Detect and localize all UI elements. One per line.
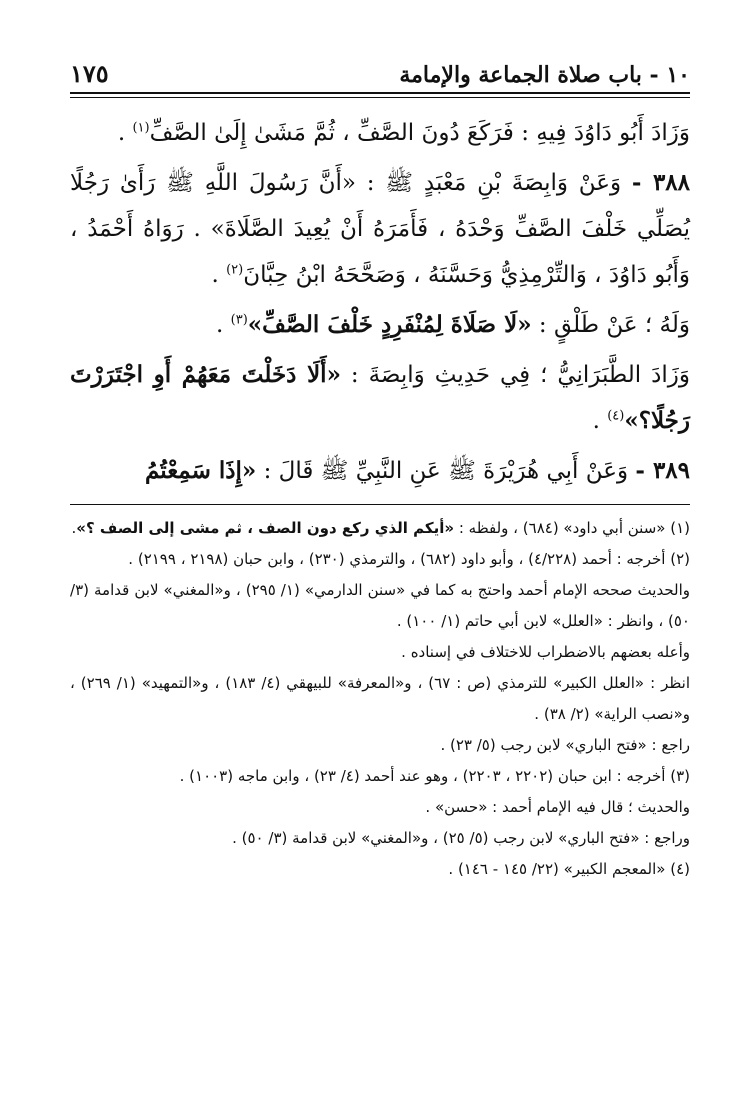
footnote-3-note: وراجع : «فتح الباري» لابن رجب (٥/ ٢٥) ، و«المغني» لابن قدامة (٣/ ٥٠) . <box>232 829 690 847</box>
footnote-2-note: انظر : «العلل الكبير» للترمذي (ص : ٦٧) ، و«المعرفة» للبيهقي (٤/ ١٨٣) ، و«التمهيد» (١/ ٢٦٩) ، و«نصب الراية» (٢/ ٣٨) . <box>70 674 690 723</box>
main-text <box>70 110 690 494</box>
hadith-quote: «إِذَا سَمِعْتُمُ <box>144 457 257 484</box>
footnotes <box>70 513 690 885</box>
footnote-3: (٣) أخرجه : ابن حبان (٢٢٠٢ ، ٢٢٠٣) ، وهو عند أحمد (٤/ ٢٣) ، وابن ماجه (١٠٠٣) . <box>179 767 690 785</box>
footnote-1: (١) «سنن أبي داود» (٦٨٤) ، ولفظه : «أيكم الذي ركع دون الصف ، ثم مشى إلى الصف ؟». <box>71 519 690 537</box>
footnote-2-note: راجع : «فتح الباري» لابن رجب (٥/ ٢٣) . <box>440 736 690 754</box>
footnote-ref[interactable]: (١) <box>132 120 150 136</box>
page-header <box>70 52 690 88</box>
footnote-2: (٢) أخرجه : أحمد (٤/٢٢٨) ، وأبو داود (٦٨٢) ، والترمذي (٢٣٠) ، وابن حبان (٢١٩٨ ، ٢١٩٩) . <box>128 550 690 568</box>
footnote-2-note: وأعله بعضهم بالاضطراب للاختلاف في إسناده . <box>401 643 690 661</box>
footnote-ref[interactable]: (٤) <box>607 408 625 424</box>
footnote-ref[interactable]: (٢) <box>226 262 244 278</box>
hadith-number: ٣٨٨ - <box>631 169 690 196</box>
header-rule <box>70 92 690 98</box>
page-number: ١٧٥ <box>70 59 109 88</box>
hadith-quote: «أَلَا دَخَلْتَ مَعَهُمْ أَوِ اجْتَرَرْتَ رَجُلًا؟» <box>70 361 690 434</box>
hadith-quote: «لَا صَلَاةَ لِمُنْفَرِدٍ خَلْفَ الصَّفِّ» <box>247 311 532 338</box>
footnote-4: (٤) «المعجم الكبير» (٢٢/ ١٤٥ - ١٤٦) . <box>448 860 690 878</box>
hadith-number: ٣٨٩ - <box>635 457 690 484</box>
footnote-3-note: والحديث ؛ قال فيه الإمام أحمد : «حسن» . <box>425 798 690 816</box>
paragraph-abu-dawud-addition: وَزَادَ أَبُو دَاوُدَ فِيهِ : فَرَكَعَ دُونَ الصَّفِّ ، ثُمَّ مَشَىٰ إِلَىٰ الصَّفِّ$^{(١)}$ . <box>117 120 690 146</box>
hadith-389: ٣٨٩ - وَعَنْ أَبِي هُرَيْرَةَ ﷺ عَنِ النَّبِيِّ ﷺ قَالَ : «إِذَا سَمِعْتُمُ <box>144 457 690 484</box>
footnote-separator <box>70 504 690 505</box>
footnote-ref[interactable]: (٣) <box>230 312 248 328</box>
chapter-title: ١٠ - باب صلاة الجماعة والإمامة <box>399 62 690 88</box>
hadith-388: ٣٨٨ - وَعَنْ وَابِصَةَ بْنِ مَعْبَدٍ ﷺ : «أَنَّ رَسُولَ اللَّهِ ﷺ رَأَىٰ رَجُلًا يُصَلِّي خَلْفَ الصَّفِّ وَحْدَهُ ، فَأَمَرَهُ أَنْ يُعِيدَ الصَّلَاةَ» . رَوَاهُ أَحْمَدُ ، وَأَبُو دَاوُدَ ، وَالتِّرْمِذِيُّ وَحَسَّنَهُ ، وَصَحَّحَهُ ابْنُ حِبَّانَ$^{(٢)}$ . <box>70 169 690 288</box>
paragraph-tabarani: وَزَادَ الطَّبَرَانِيُّ ؛ فِي حَدِيثِ وَابِصَةَ : «أَلَا دَخَلْتَ مَعَهُمْ أَوِ اجْتَرَرْتَ رَجُلًا؟»$^{(٤)}$ . <box>70 361 690 434</box>
paragraph-talq: وَلَهُ ؛ عَنْ طَلْقٍ : «لَا صَلَاةَ لِمُنْفَرِدٍ خَلْفَ الصَّفِّ»$^{(٣)}$ . <box>216 311 690 338</box>
footnote-2-note: والحديث صححه الإمام أحمد واحتج به كما في «سنن الدارمي» (١/ ٢٩٥) ، و«المغني» لابن قدامة (٣/ ٥٠) ، وانظر : «العلل» لابن أبي حاتم (١/ ١٠٠) . <box>70 581 690 630</box>
book-page <box>70 52 690 885</box>
